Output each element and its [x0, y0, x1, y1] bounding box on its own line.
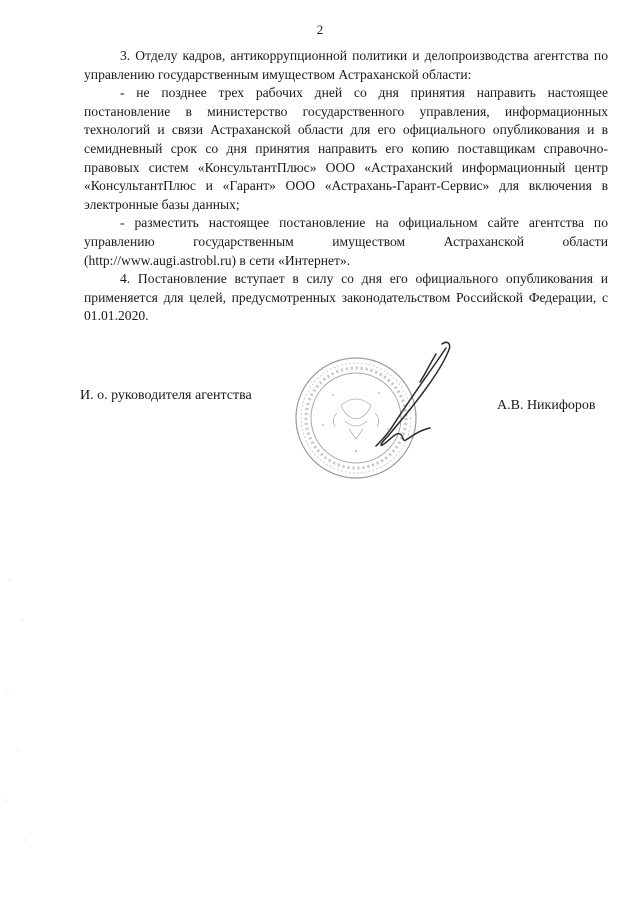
page-number: 2 [316, 22, 324, 37]
scan-noise [0, 560, 60, 860]
handwritten-signature-image [350, 338, 465, 458]
paragraph-3: 3. Отделу кадров, антикоррупционной политики и делопроизводства агентства по управлению государственным имуществом Астраханской области: [84, 48, 608, 82]
document-body [84, 47, 608, 326]
bullet-website: - разместить настоящее постановление на официальном сайте агентства по управлению государственным имуществом Астраханской области (http://www.augi.astrobl.ru) в сети «Интернет». [84, 215, 608, 268]
signatory-name: А.В. Никифоров [497, 398, 596, 413]
bullet-publication: - не позднее трех рабочих дней со дня принятия направить настоящее постановление в министерство государственного управления, информационных технологий и связи Астраханской области для его официального опубликования и в семидневный срок со дня принятия направить его копию поставщикам справочно-правовых систем «КонсультантПлюс» ООО «Астраханский информационный центр «КонсультантПлюс и «Гарант» ООО «Астрахань-Гарант-Сервис» для включения в электронные базы данных; [84, 85, 608, 212]
signatory-role: И. о. руководителя агентства [80, 388, 252, 403]
paragraph-4: 4. Постановление вступает в силу со дня его официального опубликования и применяется для целей, предусмотренных законодательством Российской Федерации, с 01.01.2020. [84, 271, 608, 324]
